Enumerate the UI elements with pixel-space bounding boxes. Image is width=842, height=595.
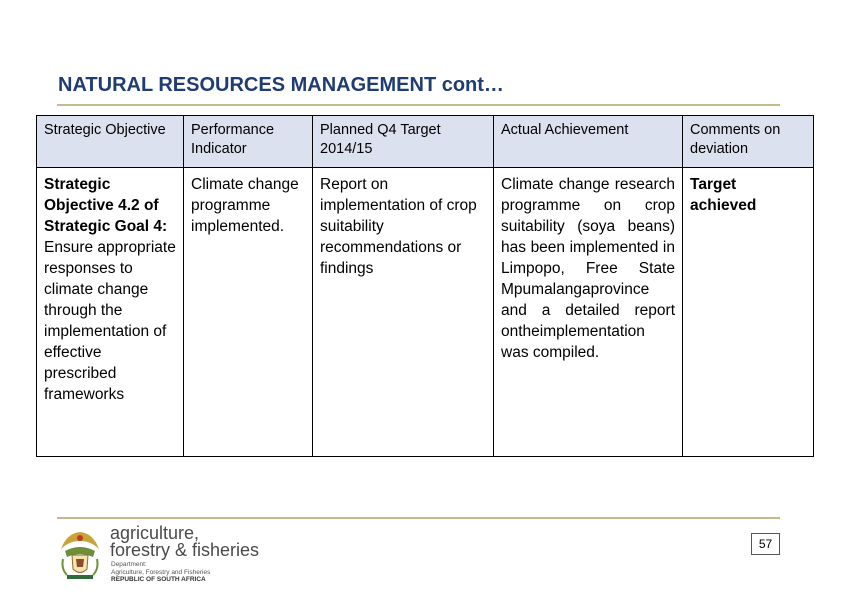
- header-comments: Comments on deviation: [683, 116, 814, 168]
- slide-title: NATURAL RESOURCES MANAGEMENT cont…: [58, 74, 504, 96]
- cell-actual-achievement: Climate change research programme on crop suitability (soya beans) has been implemented in Limpopo, Free State Mpumalangaprovince and a detailed report ontheimplementation was compiled.: [494, 167, 683, 456]
- department-logo: [55, 523, 260, 585]
- cell-planned-target: Report on implementation of crop suitability recommendations or findings: [313, 167, 494, 456]
- header-performance-indicator: Performance Indicator: [184, 116, 313, 168]
- table-row: [37, 167, 814, 456]
- table-header-row: [37, 116, 814, 168]
- cell-comments: Target achieved: [683, 167, 814, 456]
- coat-of-arms-icon: [55, 529, 105, 581]
- cell-strategic-objective: [37, 167, 184, 456]
- objective-description: Ensure appropriate responses to climate change through the implementation of effective prescribed frameworks: [44, 238, 176, 404]
- header-planned-target: Planned Q4 Target 2014/15: [313, 116, 494, 168]
- header-actual-achievement: Actual Achievement: [494, 116, 683, 168]
- logo-dept: Department:: [111, 561, 147, 568]
- footer-divider: [57, 517, 780, 519]
- title-divider: [57, 104, 780, 106]
- header-strategic-objective: Strategic Objective: [37, 116, 184, 168]
- achievement-table: [36, 115, 814, 457]
- logo-text-forestry-fisheries: forestry & fisheries: [110, 540, 260, 560]
- logo-department-label: [111, 561, 210, 577]
- logo-text-agriculture: agriculture,: [110, 523, 200, 543]
- cell-performance-indicator: Climate change programme implemented.: [184, 167, 313, 456]
- logo-dept-full: Agriculture, Forestry and Fisheries: [111, 569, 211, 577]
- objective-heading: Strategic Objective 4.2 of Strategic Goal 4:: [44, 175, 168, 235]
- page-number: 57: [751, 533, 780, 555]
- logo-country: REPUBLIC OF SOUTH AFRICA: [111, 576, 206, 583]
